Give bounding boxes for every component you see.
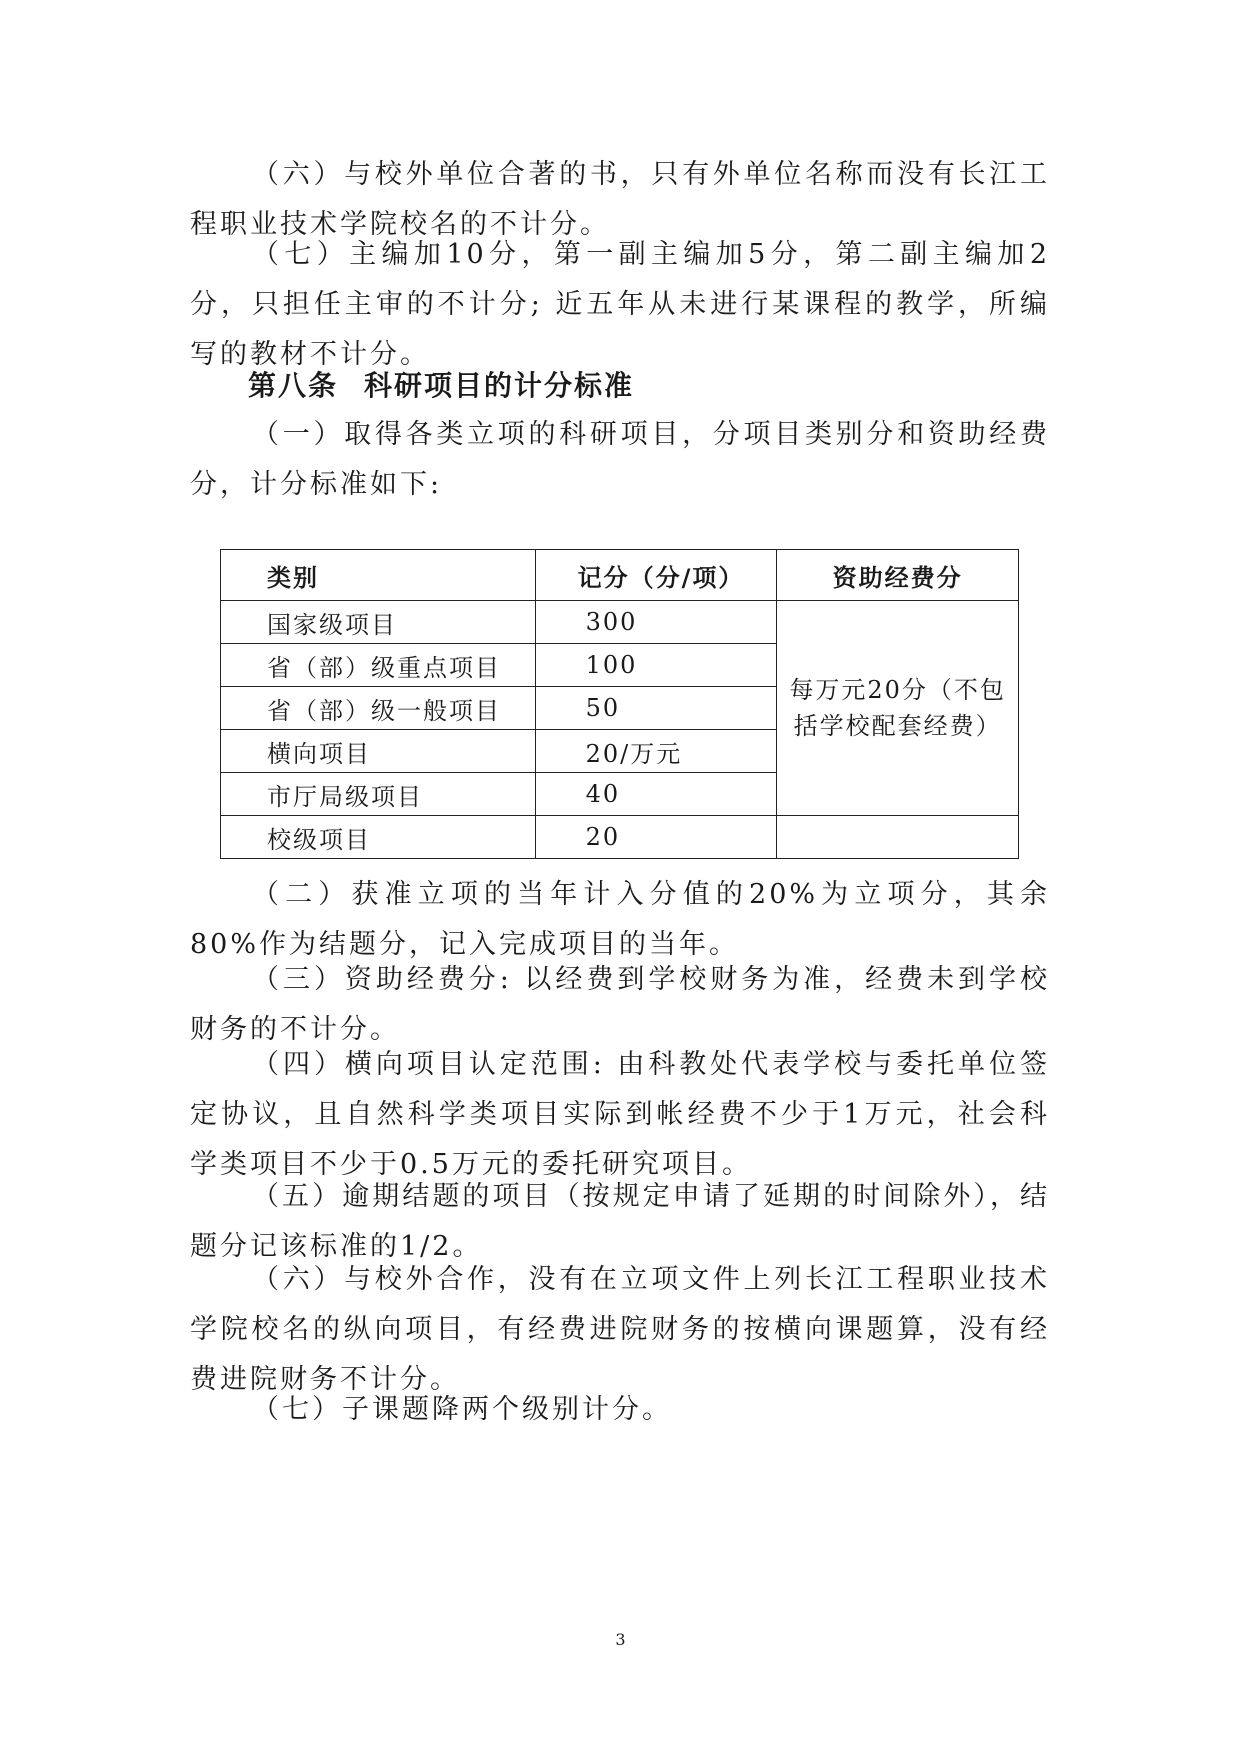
cell-category: 国家级项目	[221, 601, 536, 644]
cell-score: 20/万元	[535, 730, 777, 773]
cell-score: 100	[535, 644, 777, 687]
paragraph-funding-score: （三）资助经费分: 以经费到学校财务为准，经费未到学校财务的不计分。	[190, 964, 1050, 1045]
cell-category: 省（部）级一般项目	[221, 687, 536, 730]
section-number: 第八条	[248, 369, 339, 402]
table-row	[221, 816, 1019, 859]
page-number: 3	[615, 1630, 626, 1649]
header-score: 记分（分/项）	[535, 550, 777, 601]
cell-empty	[777, 816, 1019, 859]
cell-funding-note: 每万元20分（不包括学校配套经费）	[777, 601, 1019, 816]
cell-score: 20	[535, 816, 777, 859]
paragraph-overdue: （五）逾期结题的项目（按规定申请了延期的时间除外），结题分记该标准的1/2。	[190, 1181, 1050, 1262]
section-heading	[248, 361, 634, 411]
table-row	[221, 601, 1019, 644]
paragraph-subproject: （七）子课题降两个级别计分。	[252, 1394, 672, 1425]
cell-score: 50	[535, 687, 777, 730]
paragraph-approval-split: （二）获准立项的当年计入分值的20%为立项分，其余80%作为结题分，记入完成项目的当年。	[190, 879, 1050, 960]
paragraph-horizontal-scope: （四）横向项目认定范围: 由科教处代表学校与委托单位签定协议，且自然科学类项目实际到帐经费不少于1万元，社会科学类项目不少于0.5万元的委托研究项目。	[190, 1049, 1050, 1180]
paragraph-external-cooperation: （六）与校外合作，没有在立项文件上列长江工程职业技术学院校名的纵向项目，有经费进院财务的按横向课题算，没有经费进院财务不计分。	[190, 1264, 1050, 1395]
header-funding: 资助经费分	[777, 550, 1019, 601]
research-score-table	[220, 549, 1019, 859]
cell-category: 校级项目	[221, 816, 536, 859]
cell-score: 40	[535, 773, 777, 816]
cell-category: 市厅局级项目	[221, 773, 536, 816]
paragraph-table-intro: （一）取得各类立项的科研项目，分项目类别分和资助经费分，计分标准如下:	[190, 419, 1050, 500]
cell-category: 省（部）级重点项目	[221, 644, 536, 687]
paragraph-co-authored-books: （六）与校外单位合著的书，只有外单位名称而没有长江工程职业技术学院校名的不计分。	[190, 159, 1050, 240]
cell-score: 300	[535, 601, 777, 644]
header-category: 类别	[221, 550, 536, 601]
paragraph-editor-scores: （七）主编加10分，第一副主编加5分，第二副主编加2分，只担任主审的不计分; 近五年从未进行某课程的教学，所编写的教材不计分。	[190, 239, 1050, 370]
table-header-row	[221, 550, 1019, 601]
section-title: 科研项目的计分标准	[364, 369, 635, 402]
cell-category: 横向项目	[221, 730, 536, 773]
